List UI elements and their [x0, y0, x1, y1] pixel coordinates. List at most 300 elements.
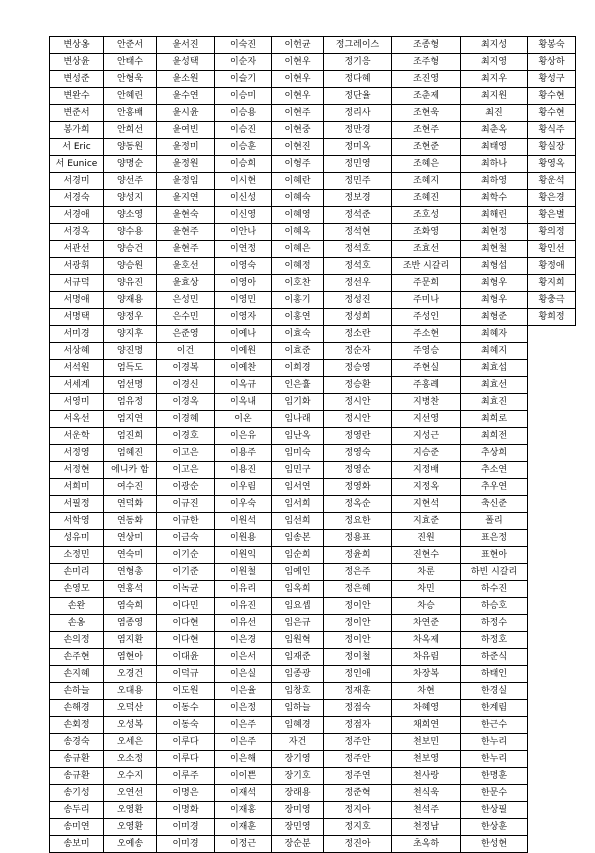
name-cell: 정민주 — [324, 173, 392, 190]
name-cell: 이은율 — [215, 683, 272, 700]
name-cell: 손주현 — [50, 649, 104, 666]
name-cell: 안혜린 — [104, 88, 157, 105]
name-cell: 정진아 — [324, 836, 392, 853]
name-cell: 표은정 — [461, 530, 528, 547]
name-cell: 이경복 — [157, 360, 215, 377]
name-cell: 이슬기 — [215, 71, 272, 88]
table-row — [50, 105, 576, 122]
name-cell: 황봉숙 — [528, 37, 576, 54]
name-cell: 이경혜 — [157, 411, 215, 428]
name-cell — [528, 700, 576, 717]
name-cell: 정은혜 — [324, 581, 392, 598]
name-cell: 정윤희 — [324, 547, 392, 564]
name-cell: 손의정 — [50, 632, 104, 649]
name-cell: 지정배 — [392, 462, 461, 479]
name-cell: 오성복 — [104, 717, 157, 734]
name-cell: 황실장 — [528, 139, 576, 156]
name-cell: 최현정 — [461, 224, 528, 241]
name-cell: 임옥희 — [272, 581, 324, 598]
name-cell: 이은유 — [215, 428, 272, 445]
name-cell: 하정호 — [461, 632, 528, 649]
name-cell: 차장복 — [392, 666, 461, 683]
name-cell: 손완 — [50, 598, 104, 615]
name-cell: 이예나 — [215, 326, 272, 343]
name-cell: 조화영 — [392, 224, 461, 241]
name-cell: 정소란 — [324, 326, 392, 343]
table-row — [50, 819, 576, 836]
name-cell: 서상혜 — [50, 343, 104, 360]
name-cell: 정옥순 — [324, 496, 392, 513]
table-row — [50, 224, 576, 241]
table-row — [50, 751, 576, 768]
name-cell: 이유선 — [215, 615, 272, 632]
table-row — [50, 768, 576, 785]
name-cell: 정주연 — [324, 768, 392, 785]
name-cell: 이은서 — [215, 649, 272, 666]
name-cell: 이예원 — [215, 343, 272, 360]
name-cell: 이루다 — [157, 751, 215, 768]
name-cell — [528, 496, 576, 513]
name-cell: 이신성 — [215, 190, 272, 207]
name-cell: 한성현 — [461, 836, 528, 853]
name-cell — [528, 394, 576, 411]
table-row — [50, 309, 576, 326]
name-cell: 임선희 — [272, 513, 324, 530]
table-row — [50, 88, 576, 105]
table-row — [50, 496, 576, 513]
name-cell: 오영환 — [104, 819, 157, 836]
table-row — [50, 122, 576, 139]
name-cell: 최학수 — [461, 190, 528, 207]
name-cell: 이기순 — [157, 547, 215, 564]
name-cell: 서석원 — [50, 360, 104, 377]
name-cell: 임종광 — [272, 666, 324, 683]
name-cell: 이현주 — [272, 105, 324, 122]
name-cell: 이혜란 — [272, 173, 324, 190]
name-cell: 이현우 — [272, 71, 324, 88]
name-cell: 윤여빈 — [157, 122, 215, 139]
table-row — [50, 411, 576, 428]
name-cell: 황수현 — [528, 88, 576, 105]
name-cell: 서 Eric — [50, 139, 104, 156]
name-cell: 양진명 — [104, 343, 157, 360]
name-cell: 최하나 — [461, 156, 528, 173]
name-cell: 이루주 — [157, 768, 215, 785]
name-cell: 은준영 — [157, 326, 215, 343]
name-cell: 이재석 — [215, 785, 272, 802]
name-cell: 이다민 — [157, 598, 215, 615]
name-cell: 주문희 — [392, 275, 461, 292]
name-cell: 조효선 — [392, 241, 461, 258]
name-cell: 한경실 — [461, 683, 528, 700]
name-cell: 지성근 — [392, 428, 461, 445]
name-cell: 송규환 — [50, 751, 104, 768]
name-cell — [528, 530, 576, 547]
name-cell: 서정영 — [50, 445, 104, 462]
name-table-body — [50, 37, 576, 853]
name-cell: 임하늘 — [272, 700, 324, 717]
name-cell: 최형우 — [461, 292, 528, 309]
table-row — [50, 343, 576, 360]
name-cell: 정석호 — [324, 258, 392, 275]
name-cell: 최해린 — [461, 207, 528, 224]
name-cell — [528, 581, 576, 598]
name-cell: 서경미 — [50, 173, 104, 190]
name-cell: 윤효상 — [157, 275, 215, 292]
name-cell: 임서연 — [272, 479, 324, 496]
table-row — [50, 649, 576, 666]
name-cell: 이형주 — [272, 156, 324, 173]
name-cell: 장미영 — [272, 802, 324, 819]
name-cell: 이효준 — [272, 343, 324, 360]
name-cell: 차연준 — [392, 615, 461, 632]
name-cell: 손영모 — [50, 581, 104, 598]
name-cell: 정성진 — [324, 292, 392, 309]
name-cell: 임순희 — [272, 547, 324, 564]
name-cell: 황운석 — [528, 173, 576, 190]
name-cell: 이혜숙 — [272, 190, 324, 207]
name-cell: 송경숙 — [50, 734, 104, 751]
name-cell: 에니카 함 — [104, 462, 157, 479]
table-row — [50, 190, 576, 207]
name-cell: 엄지연 — [104, 411, 157, 428]
name-cell — [528, 343, 576, 360]
name-cell: 정지호 — [324, 819, 392, 836]
name-cell: 양지후 — [104, 326, 157, 343]
name-cell: 최하영 — [461, 173, 528, 190]
name-cell: 서경옥 — [50, 224, 104, 241]
name-cell: 임서희 — [272, 496, 324, 513]
table-row — [50, 428, 576, 445]
name-cell: 이현우 — [272, 54, 324, 71]
name-cell: 하태인 — [461, 666, 528, 683]
name-cell: 이은실 — [215, 666, 272, 683]
name-cell: 황은경 — [528, 190, 576, 207]
name-cell: 최효선 — [461, 377, 528, 394]
name-cell: 정영숙 — [324, 445, 392, 462]
name-cell: 임송본 — [272, 530, 324, 547]
name-cell: 정단율 — [324, 88, 392, 105]
name-cell: 지현석 — [392, 496, 461, 513]
name-cell: 이홍기 — [272, 292, 324, 309]
name-cell: 손옹 — [50, 615, 104, 632]
name-cell: 황충극 — [528, 292, 576, 309]
name-cell: 진원 — [392, 530, 461, 547]
name-cell: 양명순 — [104, 156, 157, 173]
name-cell: 오경건 — [104, 666, 157, 683]
name-cell: 한근수 — [461, 717, 528, 734]
table-row — [50, 615, 576, 632]
name-cell: 한누리 — [461, 734, 528, 751]
name-cell: 임예인 — [272, 564, 324, 581]
name-cell: 지정옥 — [392, 479, 461, 496]
name-cell: 이동숙 — [157, 717, 215, 734]
name-cell: 한문수 — [461, 785, 528, 802]
table-row — [50, 700, 576, 717]
name-cell: 정그레이스 — [324, 37, 392, 54]
name-cell: 정승영 — [324, 360, 392, 377]
name-cell: 이다현 — [157, 615, 215, 632]
name-cell: 정요한 — [324, 513, 392, 530]
name-cell: 이명화 — [157, 802, 215, 819]
name-cell: 연동화 — [104, 513, 157, 530]
name-cell: 엄혜진 — [104, 445, 157, 462]
name-cell: 천사랑 — [392, 768, 461, 785]
name-cell: 양승건 — [104, 241, 157, 258]
name-cell: 이승진 — [215, 122, 272, 139]
name-cell: 이재홍 — [215, 802, 272, 819]
name-cell: 지병찬 — [392, 394, 461, 411]
name-cell: 오연선 — [104, 785, 157, 802]
table-row — [50, 360, 576, 377]
name-cell: 이우숙 — [215, 496, 272, 513]
name-cell: 엄진희 — [104, 428, 157, 445]
table-row — [50, 37, 576, 54]
name-cell: 이용진 — [215, 462, 272, 479]
name-cell: 송보미 — [50, 836, 104, 853]
name-cell: 최현철 — [461, 241, 528, 258]
name-cell: 조현욱 — [392, 105, 461, 122]
name-cell: 조혜진 — [392, 190, 461, 207]
table-row — [50, 564, 576, 581]
name-table-sheet — [49, 36, 576, 853]
name-cell: 정민영 — [324, 156, 392, 173]
name-cell: 오덕산 — [104, 700, 157, 717]
name-cell: 정석현 — [324, 224, 392, 241]
name-cell: 이고은 — [157, 462, 215, 479]
name-cell: 최지원 — [461, 88, 528, 105]
name-cell: 천식욱 — [392, 785, 461, 802]
name-cell: 이연정 — [215, 241, 272, 258]
name-cell: 윤수연 — [157, 88, 215, 105]
name-cell: 이현우 — [272, 88, 324, 105]
name-cell: 지승준 — [392, 445, 461, 462]
name-cell: 천보영 — [392, 751, 461, 768]
name-cell: 양소영 — [104, 207, 157, 224]
name-cell: 윤현주 — [157, 224, 215, 241]
name-cell — [528, 326, 576, 343]
name-cell: 변성준 — [50, 71, 104, 88]
name-cell: 서 Eunice — [50, 156, 104, 173]
name-cell: 양승원 — [104, 258, 157, 275]
name-cell: 한누리 — [461, 751, 528, 768]
name-cell: 이승희 — [215, 156, 272, 173]
name-cell: 하준식 — [461, 649, 528, 666]
name-cell: 황수현 — [528, 105, 576, 122]
name-cell: 이우림 — [215, 479, 272, 496]
name-cell: 오세은 — [104, 734, 157, 751]
name-cell: 변상윤 — [50, 54, 104, 71]
name-cell: 윤성택 — [157, 54, 215, 71]
name-cell: 이광순 — [157, 479, 215, 496]
name-cell: 이규한 — [157, 513, 215, 530]
name-cell: 추우연 — [461, 479, 528, 496]
table-row — [50, 462, 576, 479]
name-cell: 서명택 — [50, 309, 104, 326]
name-cell: 정이철 — [324, 649, 392, 666]
name-cell: 이홍연 — [272, 309, 324, 326]
name-cell: 주홍례 — [392, 377, 461, 394]
name-cell: 윤정미 — [157, 139, 215, 156]
name-cell: 최효섭 — [461, 360, 528, 377]
name-cell: 차룬 — [392, 564, 461, 581]
name-cell: 서옥선 — [50, 411, 104, 428]
name-cell: 정미옥 — [324, 139, 392, 156]
name-cell: 염현아 — [104, 649, 157, 666]
name-cell: 이영자 — [215, 309, 272, 326]
name-cell — [528, 649, 576, 666]
name-cell: 이승용 — [215, 105, 272, 122]
name-cell: 이원익 — [215, 547, 272, 564]
name-cell: 임원혁 — [272, 632, 324, 649]
name-cell: 양성지 — [104, 190, 157, 207]
name-cell: 초옥하 — [392, 836, 461, 853]
name-cell: 연상미 — [104, 530, 157, 547]
name-cell: 장래용 — [272, 785, 324, 802]
name-cell: 임창호 — [272, 683, 324, 700]
name-cell: 서관선 — [50, 241, 104, 258]
name-cell: 정석준 — [324, 207, 392, 224]
name-cell: 장기영 — [272, 751, 324, 768]
name-cell: 양수용 — [104, 224, 157, 241]
name-cell: 추소연 — [461, 462, 528, 479]
name-cell: 이호찬 — [272, 275, 324, 292]
name-cell: 정이안 — [324, 598, 392, 615]
name-cell: 이온 — [215, 411, 272, 428]
name-cell — [528, 360, 576, 377]
name-cell: 이경호 — [157, 428, 215, 445]
name-cell: 표현아 — [461, 547, 528, 564]
name-cell: 손지혜 — [50, 666, 104, 683]
name-cell: 최태영 — [461, 139, 528, 156]
name-cell: 추상희 — [461, 445, 528, 462]
name-cell: 손회정 — [50, 717, 104, 734]
name-cell: 장민영 — [272, 819, 324, 836]
name-cell: 송규환 — [50, 768, 104, 785]
name-cell: 최진 — [461, 105, 528, 122]
name-cell: 정영순 — [324, 462, 392, 479]
name-cell: 이옥내 — [215, 394, 272, 411]
name-cell: 송기성 — [50, 785, 104, 802]
table-row — [50, 292, 576, 309]
name-cell: 안홍배 — [104, 105, 157, 122]
name-cell: 성유미 — [50, 530, 104, 547]
name-cell: 최지영 — [461, 54, 528, 71]
name-cell: 폴리 — [461, 513, 528, 530]
name-cell: 연숙미 — [104, 547, 157, 564]
name-cell: 송두리 — [50, 802, 104, 819]
name-cell: 이금숙 — [157, 530, 215, 547]
name-cell: 정시안 — [324, 411, 392, 428]
name-cell: 서영미 — [50, 394, 104, 411]
name-cell: 변상옹 — [50, 37, 104, 54]
name-cell — [528, 547, 576, 564]
name-cell: 조진영 — [392, 71, 461, 88]
name-cell: 최형우 — [461, 275, 528, 292]
name-cell: 이원철 — [215, 564, 272, 581]
name-cell — [528, 836, 576, 853]
name-cell: 정주안 — [324, 751, 392, 768]
name-cell: 진현수 — [392, 547, 461, 564]
name-cell: 정영화 — [324, 479, 392, 496]
name-cell: 염종영 — [104, 615, 157, 632]
name-cell: 정다혜 — [324, 71, 392, 88]
name-cell: 이도원 — [157, 683, 215, 700]
table-row — [50, 241, 576, 258]
name-cell: 이녹균 — [157, 581, 215, 598]
name-cell: 하빈 시갈리 — [461, 564, 528, 581]
name-cell: 이미경 — [157, 819, 215, 836]
name-cell — [528, 802, 576, 819]
table-row — [50, 802, 576, 819]
name-cell: 정점숙 — [324, 700, 392, 717]
name-cell: 채희연 — [392, 717, 461, 734]
name-cell: 윤소원 — [157, 71, 215, 88]
name-cell: 한상필 — [461, 802, 528, 819]
table-row — [50, 547, 576, 564]
name-cell: 이용주 — [215, 445, 272, 462]
name-cell: 은수민 — [157, 309, 215, 326]
name-cell: 조현주 — [392, 122, 461, 139]
name-cell: 임민구 — [272, 462, 324, 479]
table-row — [50, 394, 576, 411]
name-cell: 오예송 — [104, 836, 157, 853]
name-cell: 임은규 — [272, 615, 324, 632]
name-cell: 서경숙 — [50, 190, 104, 207]
name-cell: 황지희 — [528, 275, 576, 292]
name-cell: 윤서진 — [157, 37, 215, 54]
name-cell: 양유진 — [104, 275, 157, 292]
name-cell: 이신영 — [215, 207, 272, 224]
name-cell: 이은해 — [215, 751, 272, 768]
name-cell: 봉가희 — [50, 122, 104, 139]
name-cell: 임미숙 — [272, 445, 324, 462]
name-cell: 정재훈 — [324, 683, 392, 700]
table-row — [50, 258, 576, 275]
name-cell: 엄유정 — [104, 394, 157, 411]
name-cell: 이혜은 — [272, 241, 324, 258]
name-cell: 차옥제 — [392, 632, 461, 649]
name-cell: 임난옥 — [272, 428, 324, 445]
name-cell — [528, 445, 576, 462]
name-cell: 송미연 — [50, 819, 104, 836]
name-cell: 윤현주 — [157, 241, 215, 258]
name-cell: 안희선 — [104, 122, 157, 139]
name-cell: 최지성 — [461, 37, 528, 54]
table-row — [50, 666, 576, 683]
name-cell: 안준서 — [104, 37, 157, 54]
name-cell: 윤호선 — [157, 258, 215, 275]
name-cell: 최형준 — [461, 309, 528, 326]
name-cell: 임기화 — [272, 394, 324, 411]
name-cell: 황인선 — [528, 241, 576, 258]
name-cell: 이은경 — [215, 632, 272, 649]
name-cell: 조반 시갈리 — [392, 258, 461, 275]
name-cell: 이현중 — [272, 122, 324, 139]
name-cell: 이건 — [157, 343, 215, 360]
name-cell: 차현 — [392, 683, 461, 700]
name-cell: 연형총 — [104, 564, 157, 581]
name-cell: 이유진 — [215, 598, 272, 615]
table-row — [50, 139, 576, 156]
name-cell: 손해경 — [50, 700, 104, 717]
name-cell: 지선영 — [392, 411, 461, 428]
name-cell: 서경애 — [50, 207, 104, 224]
name-cell: 정용표 — [324, 530, 392, 547]
table-row — [50, 785, 576, 802]
name-cell — [528, 768, 576, 785]
name-cell: 윤시윤 — [157, 105, 215, 122]
